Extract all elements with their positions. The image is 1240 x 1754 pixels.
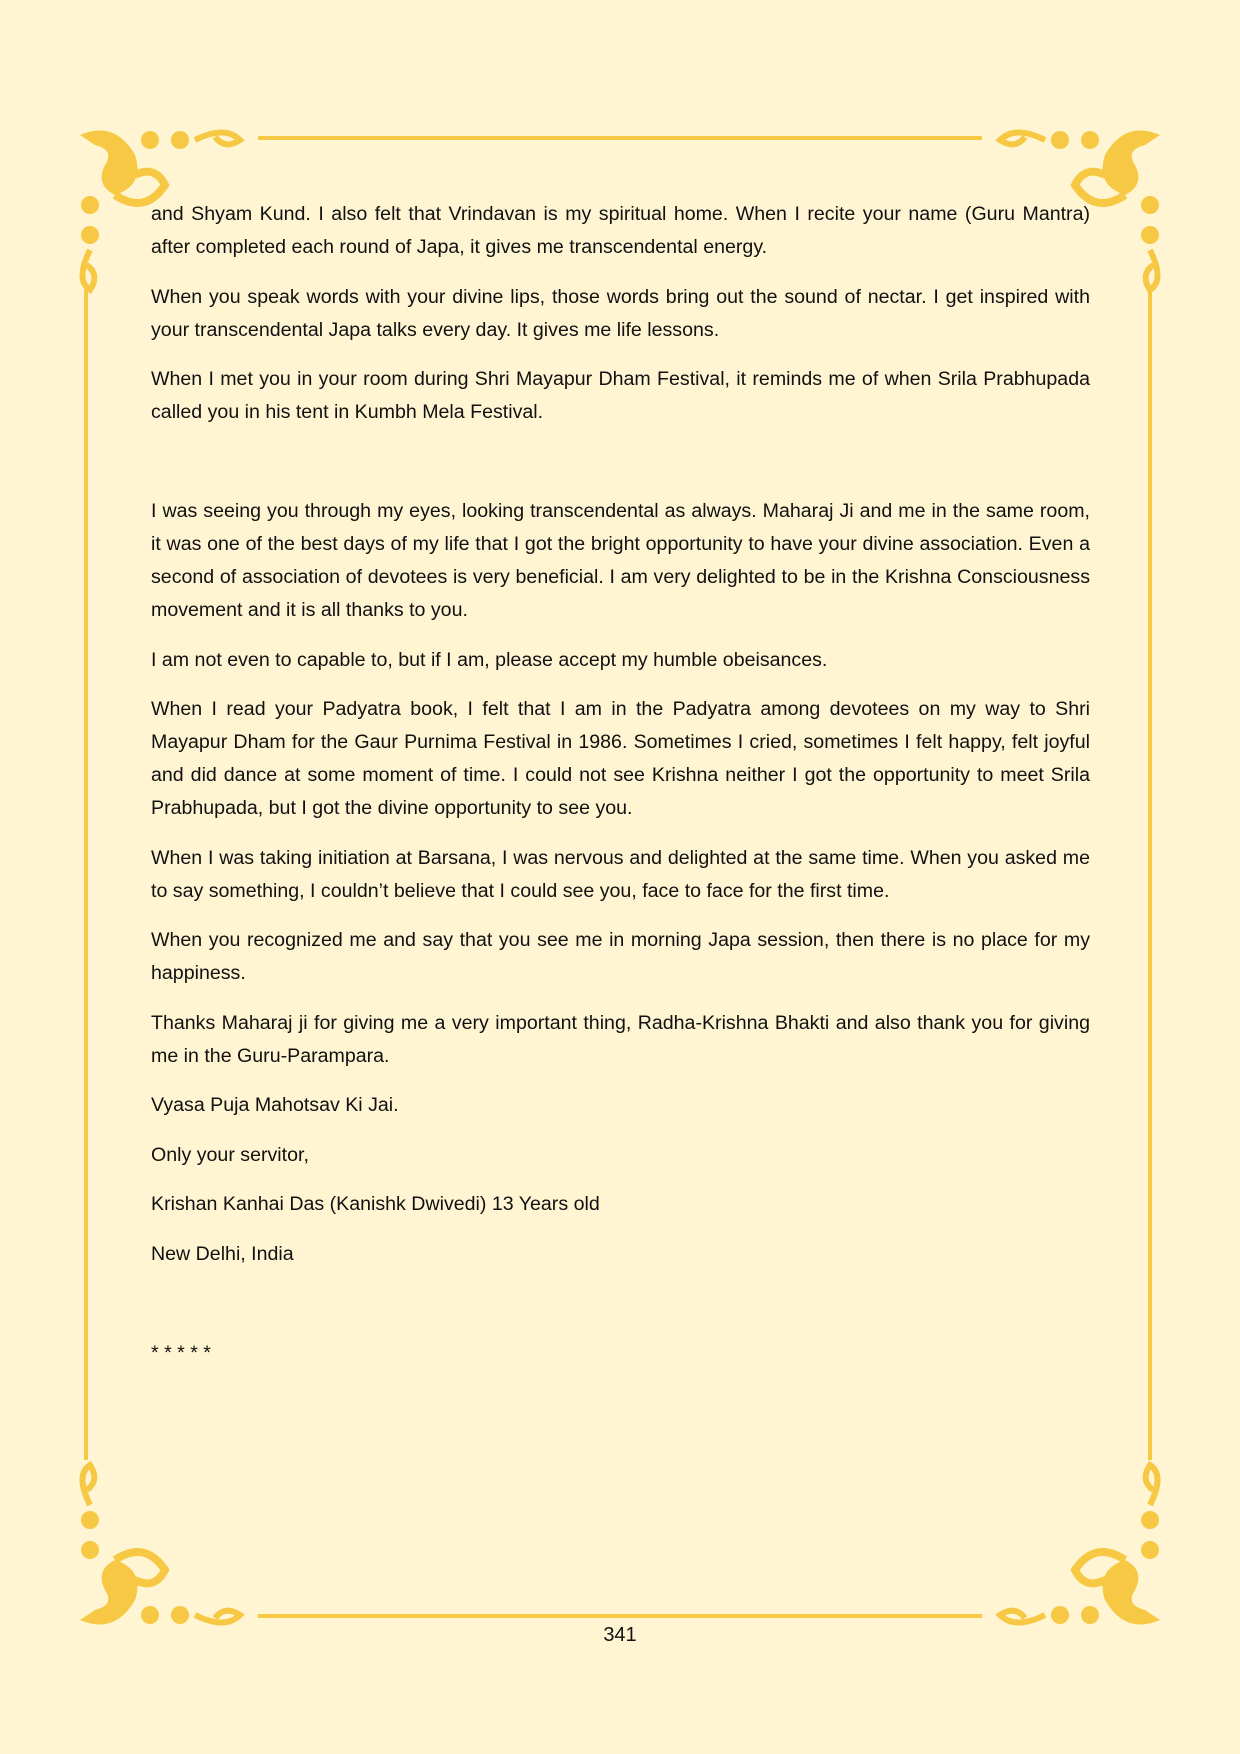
paragraph: When you speak words with your divine lips, those words bring out the sound of nectar. I get inspired with your transcendental Japa talks every day. It gives me life lessons. xyxy=(151,285,1090,341)
section-separator: * * * * * xyxy=(151,1341,211,1364)
author-name: Krishan Kanhai Das (Kanishk Dwivedi) 13 Years old xyxy=(151,1193,600,1215)
corner-ornament-bottom-left xyxy=(75,1455,250,1630)
page-number: 341 xyxy=(603,1624,637,1646)
blank-paragraph xyxy=(151,1287,1090,1320)
paragraph: When I read your Padyatra book, I felt that I am in the Padyatra among devotees on my way to Shri Mayapur Dham for the Gaur Purnima Festival in 1986. Sometimes I cried, sometimes I felt happy, felt joyful and did dance at some moment of time. I could not see Krishna neither I got the opportunity to meet Srila Prabhupada, but I got the divine opportunity to see you. xyxy=(151,698,1090,819)
border-top-line xyxy=(258,136,982,140)
paragraph: When I was taking initiation at Barsana, I was nervous and delighted at the same time. When you asked me to say something, I couldn’t believe that I could see you, face to face for the first time. xyxy=(151,846,1090,902)
border-left-line xyxy=(84,290,88,1460)
blank-paragraph xyxy=(151,446,1090,479)
closing-salutation: Vyasa Puja Mahotsav Ki Jai. xyxy=(151,1094,399,1116)
border-right-line xyxy=(1148,290,1152,1460)
paragraph: I was seeing you through my eyes, looking transcendental as always. Maharaj Ji and me in the same room, it was one of the best days of my life that I got the bright opportunity to have your divine association. Even a second of association of devotees is very beneficial. I am very delighted to be in the Krishna Consciousness movement and it is all thanks to you. xyxy=(151,500,1090,621)
author-location: New Delhi, India xyxy=(151,1242,294,1265)
corner-ornament-bottom-right xyxy=(990,1455,1165,1630)
paragraph: Thanks Maharaj ji for giving me a very important thing, Radha-Krishna Bhakti and also thank you for giving me in the Guru-Parampara. xyxy=(151,1011,1090,1067)
paragraph: When you recognized me and say that you see me in morning Japa session, then there is no place for my happiness. xyxy=(151,929,1090,984)
paragraph: When I met you in your room during Shri Mayapur Dham Festival, it reminds me of when Srila Prabhupada called you in his tent in Kumbh Mela Festival. xyxy=(151,368,1090,423)
letter-body xyxy=(151,198,1090,1386)
paragraph: I am not even to capable to, but if I am, please accept my humble obeisances. xyxy=(151,648,828,671)
paragraph: and Shyam Kund. I also felt that Vrindavan is my spiritual home. When I recite your name (Guru Mantra) after completed each round of Japa, it gives me transcendental energy. xyxy=(151,203,1090,258)
signoff: Only your servitor, xyxy=(151,1143,309,1166)
border-bottom-line xyxy=(258,1614,982,1618)
